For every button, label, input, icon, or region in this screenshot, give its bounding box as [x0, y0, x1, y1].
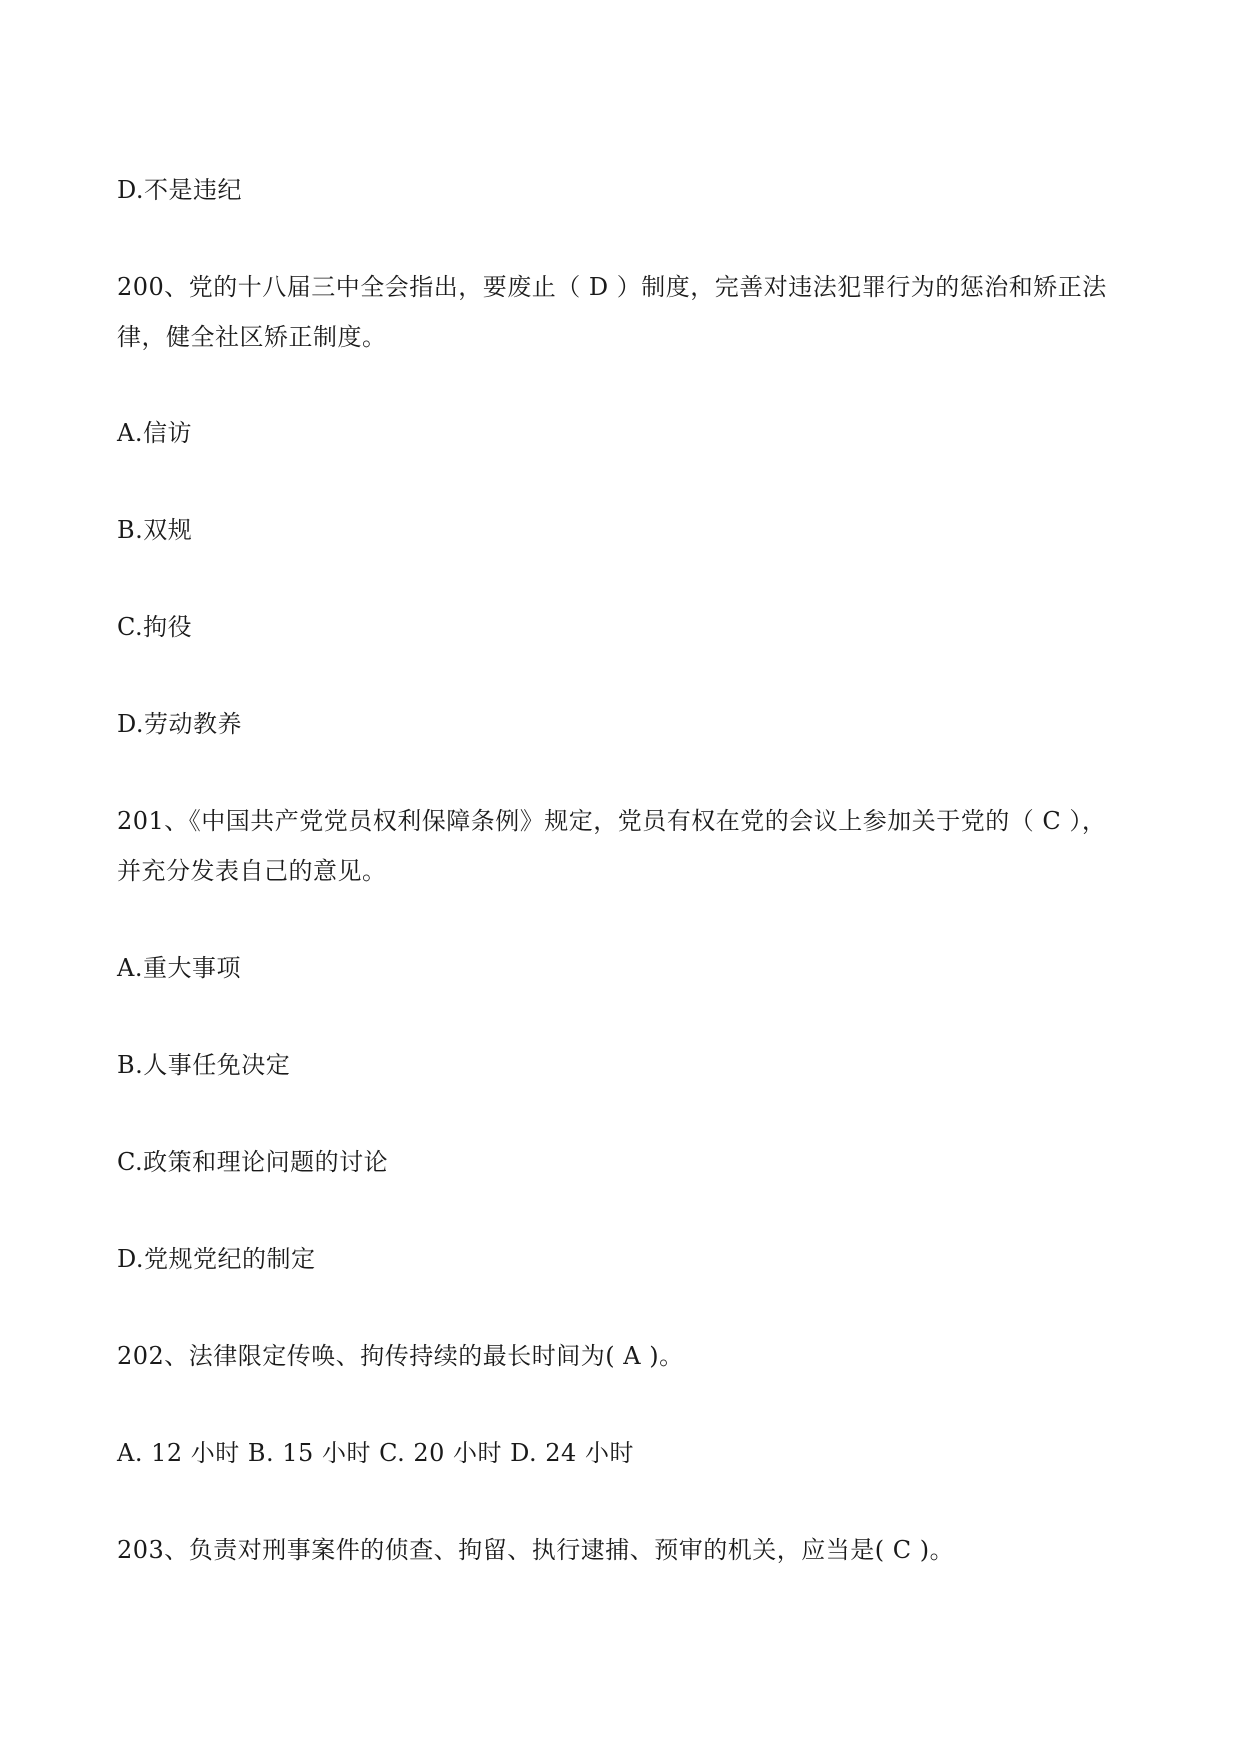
q201-option-d: D.党规党纪的制定: [117, 1245, 316, 1273]
q200-option-b: B.双规: [117, 516, 193, 544]
q202-question: 202、法律限定传唤、拘传持续的最长时间为( A )。: [117, 1342, 684, 1370]
q203-question: 203、负责对刑事案件的侦查、拘留、执行逮捕、预审的机关，应当是( C )。: [117, 1536, 955, 1564]
q201-question-line-1: 201、《中国共产党党员权利保障条例》规定，党员有权在党的会议上参加关于党的（ C ），: [117, 807, 1107, 835]
q201-option-c: C.政策和理论问题的讨论: [117, 1148, 389, 1176]
q200-question-line-2: 律，健全社区矫正制度。: [117, 323, 387, 351]
q200-option-c: C.拘役: [117, 613, 193, 641]
q202-options: A. 12 小时 B. 15 小时 C. 20 小时 D. 24 小时: [117, 1439, 634, 1467]
q201-option-a: A.重大事项: [117, 954, 241, 982]
q199-option-d: D.不是违纪: [117, 176, 243, 204]
q200-question-line-1: 200、党的十八届三中全会指出，要废止（ D ）制度，完善对违法犯罪行为的惩治和矫正法: [117, 273, 1107, 301]
q201-question-line-2: 并充分发表自己的意见。: [117, 857, 387, 885]
q201-option-b: B.人事任免决定: [117, 1051, 291, 1079]
q200-option-d: D.劳动教养: [117, 710, 243, 738]
q200-option-a: A.信访: [117, 419, 192, 447]
